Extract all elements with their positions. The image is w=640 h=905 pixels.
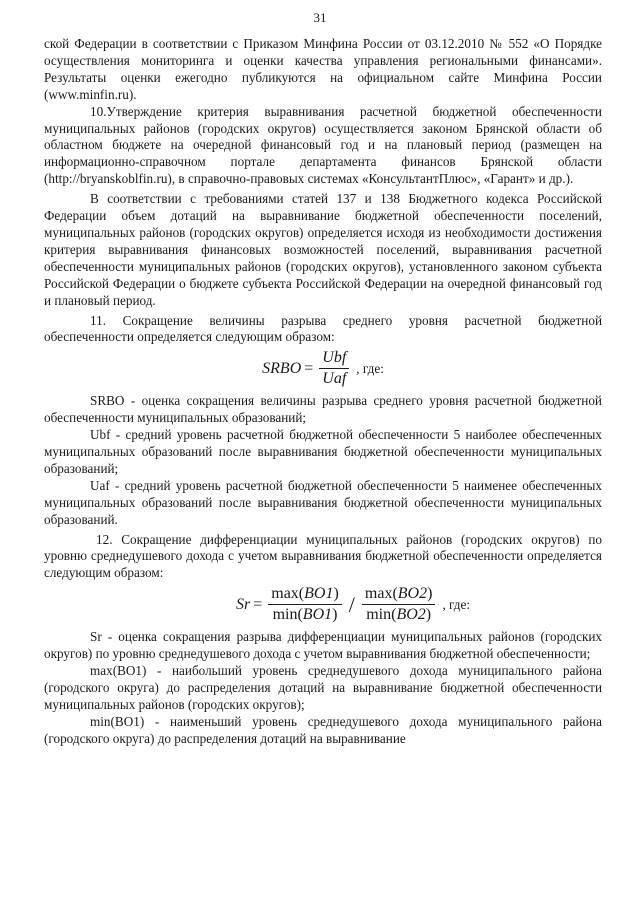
formula-sr-fraction-1: $\frac{\max(BO1)}{\min(BO1)}$ — [268, 584, 342, 625]
formula-srbo-numerator: Ubf — [319, 348, 349, 369]
formula-sr-suffix: , где: — [442, 596, 471, 612]
formula-sr-fraction-2: $\frac{\max(BO2)}{\min(BO2)}$ — [362, 584, 436, 625]
paragraph-item-12: 12. Сокращение дифференциации муниципальных районов (городских округов) по уровню среднедушевого дохода с учетом выравнивания бюджетной обеспеченности определяется следующим образом: — [44, 531, 602, 581]
paragraph-budget-code: В соответствии с требованиями статей 137 и 138 Бюджетного кодекса Российской Федерации объем дотаций на выравнивание бюджетной обеспеченности поселений, муниципальных районов (городских округов) определяется исходя из необходимости достижения критерия выравнивания финансовых возможностей поселений, выравнивания расчетной обеспеченности муниципальных районов (городских округов), установленного законом субъекта Российской Федерации о бюджете субъекта Российской Федерации на очередной финансовый год и плановый период. — [44, 191, 602, 308]
formula-srbo-suffix: , где: — [356, 360, 384, 376]
paragraph-srbo-def: SRBO - оценка сокращения величины разрыва среднего уровня расчетной бюджетной обеспеченности муниципальных образований; — [44, 393, 602, 426]
formula-sr-lhs: Sr — [235, 595, 251, 613]
page-number: 31 — [313, 10, 327, 25]
paragraph-item-10: 10.Утверждение критерия выравнивания расчетной бюджетной обеспеченности муниципальных районов (городских округов) осуществляется законом Брянской области об областном бюджете на очередной финансовый год и на плановый период (размещен на информационно-справочном портале департамента финансов Брянской области (http://bryanskoblfin.ru), в справочно-правовых системах «КонсультантПлюс», «Гарант» и др.). — [44, 103, 602, 187]
paragraph-item-11: 11. Сокращение величины разрыва среднего уровня расчетной бюджетной обеспеченности определяется следующим образом: — [44, 312, 602, 345]
formula-srbo-denominator: Uaf — [322, 370, 347, 388]
paragraph-ubf-def: Ubf - средний уровень расчетной бюджетной обеспеченности 5 наиболее обеспеченных муниципальных образований после выравнивания бюджетной обеспеченности муниципальных образований; — [44, 427, 602, 476]
formula-sr — [104, 584, 602, 625]
paragraph-sr-def: Sr - оценка сокращения разрыва дифференциации муниципальных районов (городских округов) по уровню среднедушевого дохода с учетом выравнивания бюджетной обеспеченности; — [44, 629, 602, 662]
body-text — [44, 36, 602, 748]
paragraph-continuation: ской Федерации в соответствии с Приказом Минфина России от 03.12.2010 № 552 «О Порядке осуществления мониторинга и оценки качества управления региональными финансами». Результаты оценки ежегодно публикуются на официальном сайте Минфина России (www.minfin.ru). — [44, 36, 602, 102]
paragraph-uaf-def: Uaf - средний уровень расчетной бюджетной обеспеченности 5 наименее обеспеченных муниципальных образований после выравнивания бюджетной обеспеченности муниципальных образований. — [44, 477, 602, 527]
paragraph-maxbo1-def: max(BO1) - наибольший уровень среднедушевого дохода муниципального района (городского округа) до распределения дотаций на выравнивание бюджетной обеспеченности муниципальных районов (городских округов); — [44, 663, 602, 712]
formula-sr-slash: / — [348, 591, 355, 617]
formula-srbo-lhs: SRBO — [262, 359, 302, 377]
formula-sr-eq: = — [253, 595, 263, 613]
formula-srbo-fraction — [319, 348, 349, 389]
paragraph-minbo1-def: min(BO1) - наименьший уровень среднедушевого дохода муниципального района (городского округа) до распределения дотаций на выравнивание — [44, 713, 602, 746]
formula-srbo — [44, 348, 602, 389]
formula-srbo-eq: = — [304, 359, 314, 377]
